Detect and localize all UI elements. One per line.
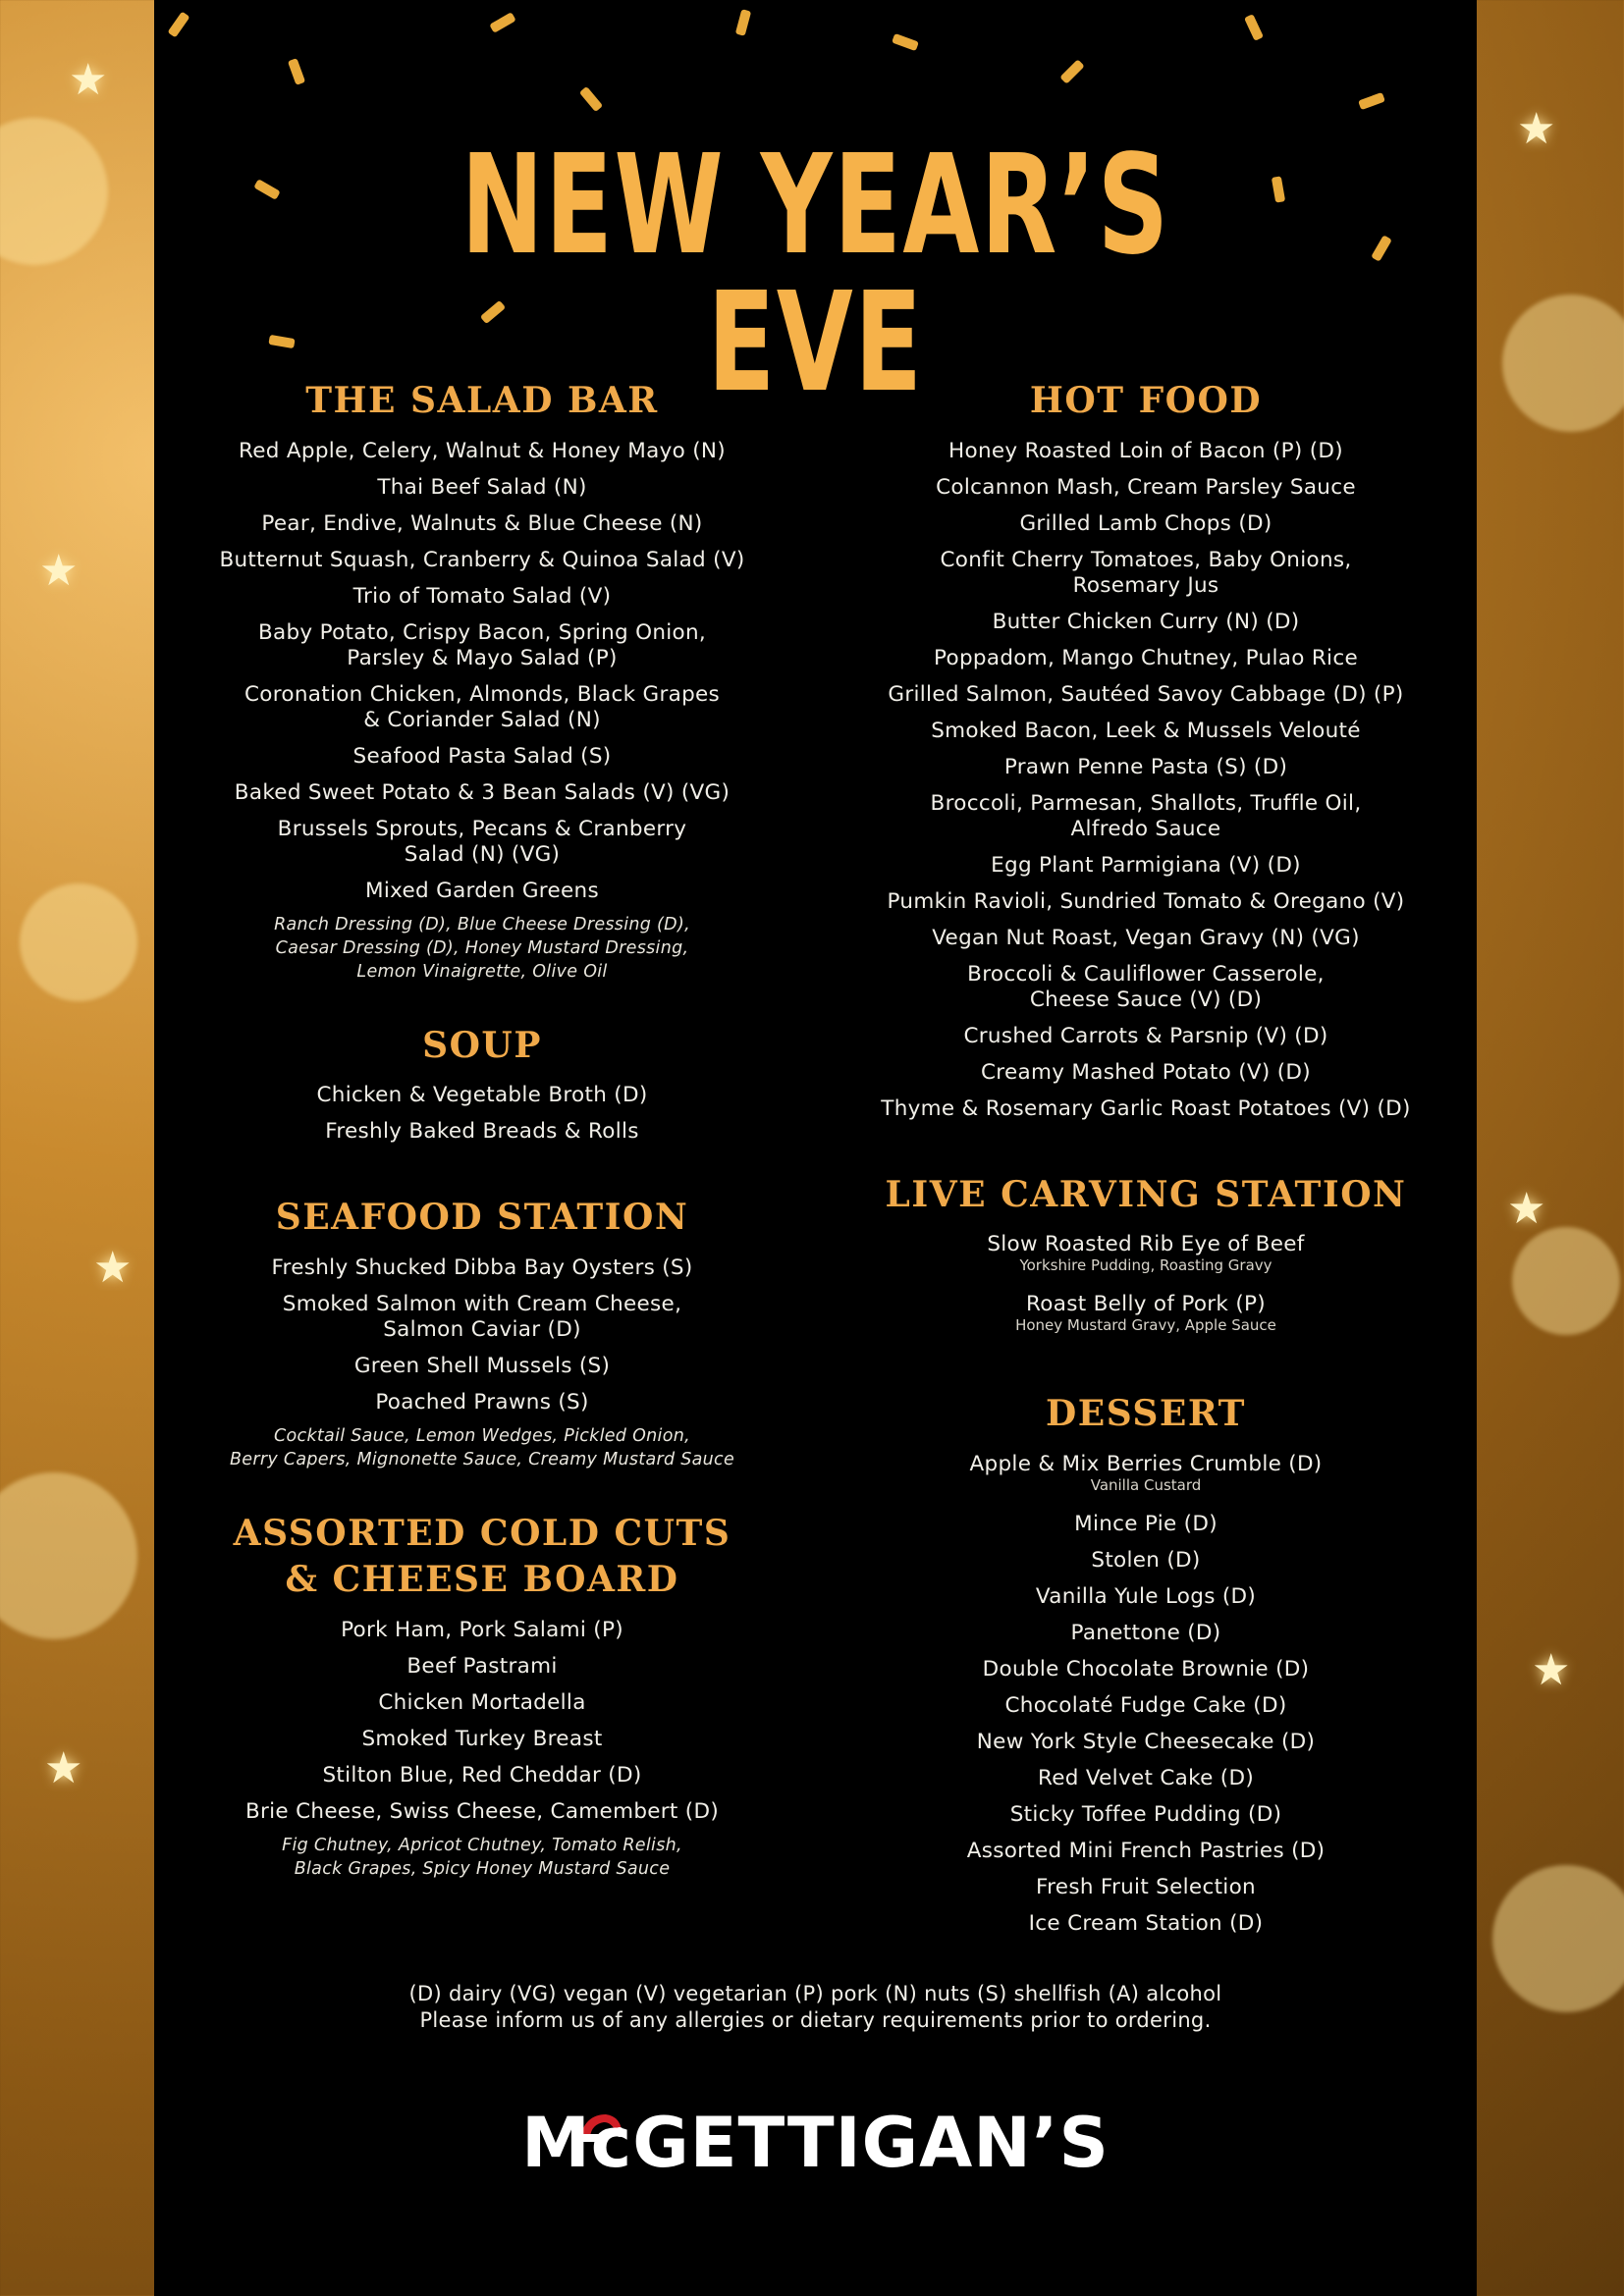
section-title: DESSERT bbox=[1046, 1393, 1246, 1435]
menu-item: Smoked Turkey Breast bbox=[361, 1726, 603, 1751]
star-icon: ★ bbox=[44, 1743, 83, 1793]
menu-item: Creamy Mashed Potato (V) (D) bbox=[981, 1059, 1311, 1085]
section-title: SOUP bbox=[422, 1024, 542, 1066]
menu-item: Pear, Endive, Walnuts & Blue Cheese (N) bbox=[261, 510, 703, 536]
menu-item-accompaniment: Yorkshire Pudding, Roasting Gravy bbox=[1019, 1256, 1272, 1275]
menu-item: Broccoli, Parmesan, Shallots, Truffle Oil, Alfredo Sauce bbox=[930, 790, 1362, 841]
menu-item bbox=[841, 1292, 1450, 1334]
menu-item-name: Fresh Fruit Selection bbox=[1036, 1874, 1256, 1899]
menu-item: Prawn Penne Pasta (S) (D) bbox=[1003, 754, 1288, 779]
menu-item-name: Mince Pie (D) bbox=[1074, 1511, 1218, 1536]
menu-item: Trio of Tomato Salad (V) bbox=[352, 583, 612, 609]
menu-item-accompaniment: Vanilla Custard bbox=[1090, 1475, 1202, 1494]
menu-section-assorted-cold-cuts-cheese-board bbox=[178, 1511, 786, 1881]
menu-item bbox=[841, 1452, 1450, 1494]
star-icon: ★ bbox=[1507, 1184, 1546, 1234]
menu-item: Honey Roasted Loin of Bacon (P) (D) bbox=[948, 438, 1343, 463]
menu-item bbox=[841, 1621, 1450, 1646]
menu-panel bbox=[154, 0, 1477, 2296]
page-title: NEW YEAR’S EVE bbox=[460, 126, 1170, 423]
section-title: SEAFOOD STATION bbox=[275, 1197, 689, 1239]
menu-item: Colcannon Mash, Cream Parsley Sauce bbox=[936, 474, 1356, 500]
section-spacer bbox=[178, 1155, 786, 1195]
menu-item: Vegan Nut Roast, Vegan Gravy (N) (VG) bbox=[932, 925, 1360, 950]
menu-item bbox=[841, 1693, 1450, 1719]
menu-section-soup bbox=[178, 1023, 786, 1146]
menu-item-name: Red Velvet Cake (D) bbox=[1037, 1765, 1255, 1790]
dietary-legend bbox=[154, 1981, 1477, 2034]
menu-item: Freshly Baked Breads & Rolls bbox=[325, 1119, 639, 1145]
menu-item: Butter Chicken Curry (N) (D) bbox=[992, 609, 1300, 634]
section-title: THE SALAD BAR bbox=[305, 380, 659, 421]
menu-item-name: Stolen (D) bbox=[1091, 1547, 1201, 1573]
menu-item bbox=[841, 1730, 1450, 1755]
menu-item: Stilton Blue, Red Cheddar (D) bbox=[322, 1762, 642, 1788]
menu-item: Mixed Garden Greens bbox=[365, 878, 599, 903]
menu-item: Poppadom, Mango Chutney, Pulao Rice bbox=[934, 645, 1358, 670]
menu-item: Chicken Mortadella bbox=[378, 1689, 586, 1715]
menu-item: Egg Plant Parmigiana (V) (D) bbox=[991, 852, 1301, 878]
section-spacer bbox=[178, 1471, 786, 1511]
brand-logo: McGETTIGAN’S bbox=[521, 2103, 1110, 2183]
menu-item-name: Vanilla Yule Logs (D) bbox=[1035, 1583, 1257, 1609]
star-icon: ★ bbox=[93, 1243, 133, 1293]
section-spacer bbox=[841, 1133, 1450, 1172]
menu-item: Pumkin Ravioli, Sundried Tomato & Oregano (V) bbox=[887, 888, 1405, 914]
menu-item bbox=[841, 1839, 1450, 1864]
star-icon: ★ bbox=[39, 546, 79, 596]
menu-section-the-salad-bar bbox=[178, 378, 786, 984]
section-note: Fig Chutney, Apricot Chutney, Tomato Relish, Black Grapes, Spicy Honey Mustard Sauce bbox=[282, 1835, 682, 1879]
menu-item: Pork Ham, Pork Salami (P) bbox=[341, 1617, 623, 1642]
menu-item-name: Slow Roasted Rib Eye of Beef bbox=[987, 1232, 1305, 1257]
menu-item: Thyme & Rosemary Garlic Roast Potatoes (V) (D) bbox=[881, 1095, 1411, 1121]
star-icon: ★ bbox=[69, 55, 108, 105]
menu-section-seafood-station bbox=[178, 1195, 786, 1471]
menu-item: Butternut Squash, Cranberry & Quinoa Salad (V) bbox=[219, 547, 745, 572]
menu-item: Chicken & Vegetable Broth (D) bbox=[316, 1083, 648, 1108]
menu-item: Broccoli & Cauliflower Casserole, Cheese Sauce (V) (D) bbox=[967, 961, 1325, 1012]
section-spacer bbox=[178, 984, 786, 1023]
menu-item: Smoked Salmon with Cream Cheese, Salmon Caviar (D) bbox=[282, 1291, 682, 1342]
menu-item: Baked Sweet Potato & 3 Bean Salads (V) (VG) bbox=[234, 779, 731, 805]
menu-item: Green Shell Mussels (S) bbox=[353, 1353, 611, 1378]
section-spacer bbox=[841, 1352, 1450, 1391]
menu-item bbox=[841, 1657, 1450, 1682]
menu-item-name: Panettone (D) bbox=[1070, 1620, 1221, 1645]
section-title: LIVE CARVING STATION bbox=[885, 1173, 1407, 1215]
allergy-notice: Please inform us of any allergies or dietary requirements prior to ordering. bbox=[419, 2008, 1212, 2032]
menu-item: Smoked Bacon, Leek & Mussels Velouté bbox=[931, 718, 1361, 743]
menu-item: Beef Pastrami bbox=[406, 1653, 558, 1679]
menu-item: Baby Potato, Crispy Bacon, Spring Onion, Parsley & Mayo Salad (P) bbox=[257, 619, 707, 670]
section-note: Ranch Dressing (D), Blue Cheese Dressing (D), Caesar Dressing (D), Honey Mustard Dressing, Lemon Vinaigrette, Olive Oil bbox=[274, 914, 690, 982]
menu-item bbox=[841, 1232, 1450, 1274]
section-title: HOT FOOD bbox=[1029, 380, 1263, 421]
legend-codes: (D) dairy (VG) vegan (V) vegetarian (P) pork (N) nuts (S) shellfish (A) alcohol bbox=[408, 1982, 1222, 2005]
menu-item-name: Roast Belly of Pork (P) bbox=[1026, 1292, 1266, 1317]
menu-item: Freshly Shucked Dibba Bay Oysters (S) bbox=[271, 1255, 693, 1280]
menu-item-name: Chocolaté Fudge Cake (D) bbox=[1004, 1692, 1287, 1718]
menu-item: Grilled Salmon, Sautéed Savoy Cabbage (D) (P) bbox=[888, 681, 1404, 707]
star-icon: ★ bbox=[1532, 1645, 1571, 1695]
menu-section-dessert bbox=[841, 1391, 1450, 1937]
menu-item: Poached Prawns (S) bbox=[375, 1389, 589, 1415]
menu-item bbox=[841, 1766, 1450, 1791]
menu-item-name: Apple & Mix Berries Crumble (D) bbox=[969, 1451, 1323, 1476]
menu-item: Thai Beef Salad (N) bbox=[377, 474, 587, 500]
section-title: ASSORTED COLD CUTS & CHEESE BOARD bbox=[233, 1512, 731, 1601]
menu-item: Brie Cheese, Swiss Cheese, Camembert (D) bbox=[244, 1798, 720, 1824]
menu-item: Red Apple, Celery, Walnut & Honey Mayo (N) bbox=[238, 438, 726, 463]
star-icon: ★ bbox=[1517, 104, 1556, 154]
menu-item bbox=[841, 1512, 1450, 1537]
menu-item bbox=[841, 1802, 1450, 1828]
menu-item-name: Double Chocolate Brownie (D) bbox=[982, 1656, 1310, 1682]
right-menu-column bbox=[841, 378, 1450, 1948]
menu-item bbox=[841, 1911, 1450, 1937]
menu-item: Seafood Pasta Salad (S) bbox=[352, 743, 612, 769]
menu-item: Crushed Carrots & Parsnip (V) (D) bbox=[963, 1023, 1328, 1048]
menu-item: Grilled Lamb Chops (D) bbox=[1019, 510, 1272, 536]
menu-item-name: Ice Cream Station (D) bbox=[1028, 1910, 1264, 1936]
menu-item-name: Sticky Toffee Pudding (D) bbox=[1009, 1801, 1282, 1827]
menu-section-hot-food bbox=[841, 378, 1450, 1122]
menu-item: Brussels Sprouts, Pecans & Cranberry Salad (N) (VG) bbox=[277, 816, 687, 867]
menu-item-name: Assorted Mini French Pastries (D) bbox=[966, 1838, 1326, 1863]
menu-section-live-carving-station bbox=[841, 1172, 1450, 1335]
menu-item bbox=[841, 1584, 1450, 1610]
menu-item bbox=[841, 1875, 1450, 1900]
left-menu-column bbox=[178, 378, 786, 1881]
menu-item: Confit Cherry Tomatoes, Baby Onions, Rosemary Jus bbox=[940, 547, 1352, 598]
menu-item-accompaniment: Honey Mustard Gravy, Apple Sauce bbox=[1015, 1316, 1276, 1335]
menu-item-name: New York Style Cheesecake (D) bbox=[976, 1729, 1316, 1754]
section-note: Cocktail Sauce, Lemon Wedges, Pickled Onion, Berry Capers, Mignonette Sauce, Creamy Mustard Sauce bbox=[229, 1425, 735, 1469]
menu-item bbox=[841, 1548, 1450, 1574]
menu-item: Coronation Chicken, Almonds, Black Grapes & Coriander Salad (N) bbox=[244, 681, 721, 732]
